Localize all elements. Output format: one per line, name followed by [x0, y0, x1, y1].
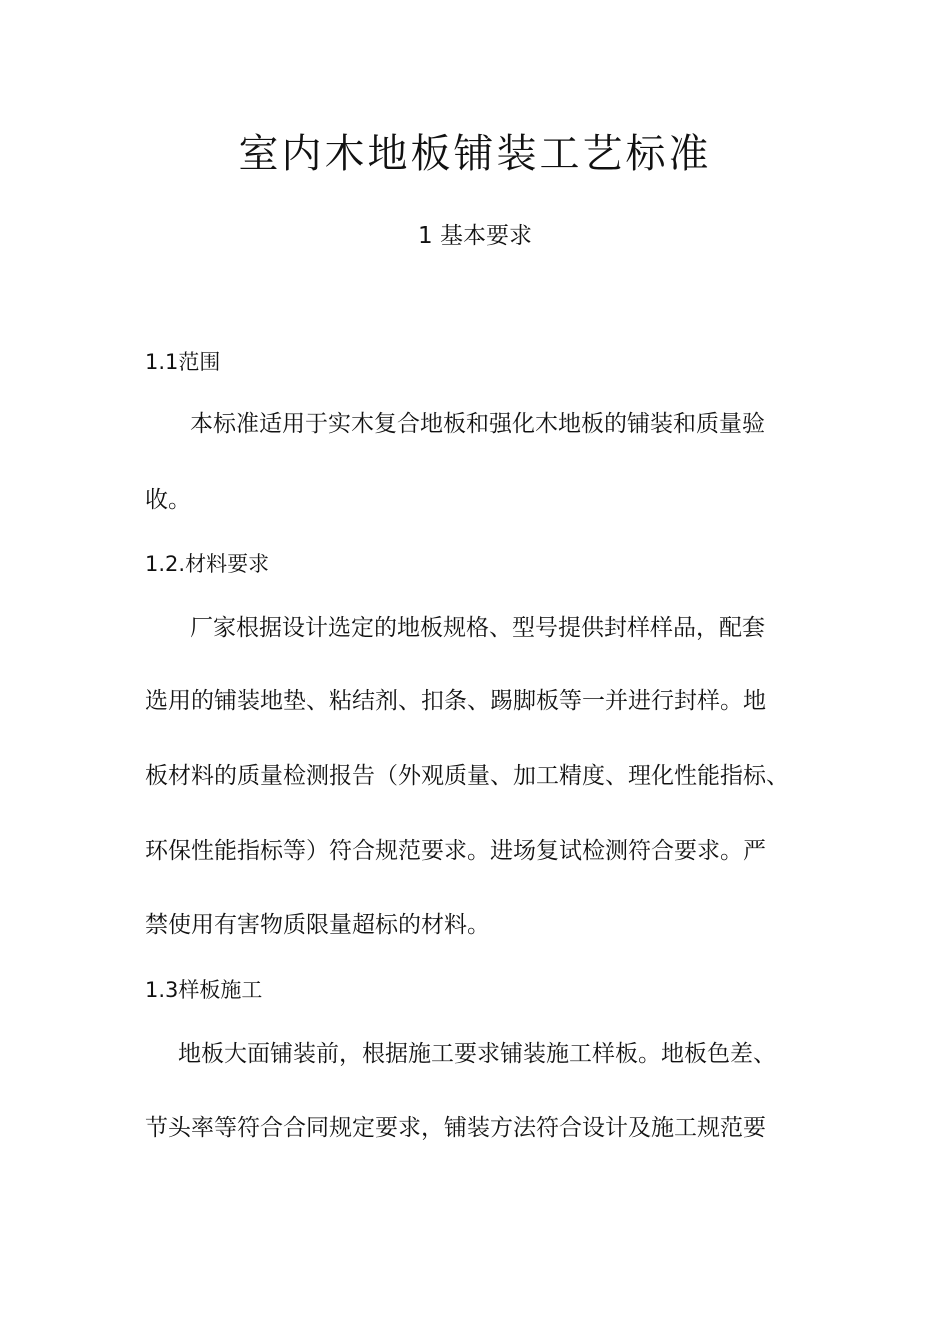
paragraph-line: 节头率等符合合同规定要求，铺装方法符合设计及施工规范要	[145, 1115, 766, 1141]
chapter-heading: 1 基本要求	[418, 223, 532, 249]
paragraph-line: 禁使用有害物质限量超标的材料。	[145, 912, 490, 938]
section-heading-sample: 1.3样板施工	[145, 978, 263, 1002]
document-title: 室内木地板铺装工艺标准	[238, 131, 712, 177]
section-heading-materials: 1.2.材料要求	[145, 552, 270, 576]
paragraph-line: 地板大面铺装前，根据施工要求铺装施工样板。地板色差、	[178, 1041, 776, 1067]
paragraph-line: 板材料的质量检测报告（外观质量、加工精度、理化性能指标、	[145, 763, 789, 789]
paragraph-line: 选用的铺装地垫、粘结剂、扣条、踢脚板等一并进行封样。地	[145, 688, 766, 714]
paragraph-line: 环保性能指标等）符合规范要求。进场复试检测符合要求。严	[145, 838, 766, 864]
paragraph-line: 本标准适用于实木复合地板和强化木地板的铺装和质量验	[190, 411, 765, 437]
section-heading-scope: 1.1范围	[145, 350, 221, 374]
paragraph-line: 收。	[145, 487, 191, 513]
paragraph-line: 厂家根据设计选定的地板规格、型号提供封样样品，配套	[190, 615, 765, 641]
